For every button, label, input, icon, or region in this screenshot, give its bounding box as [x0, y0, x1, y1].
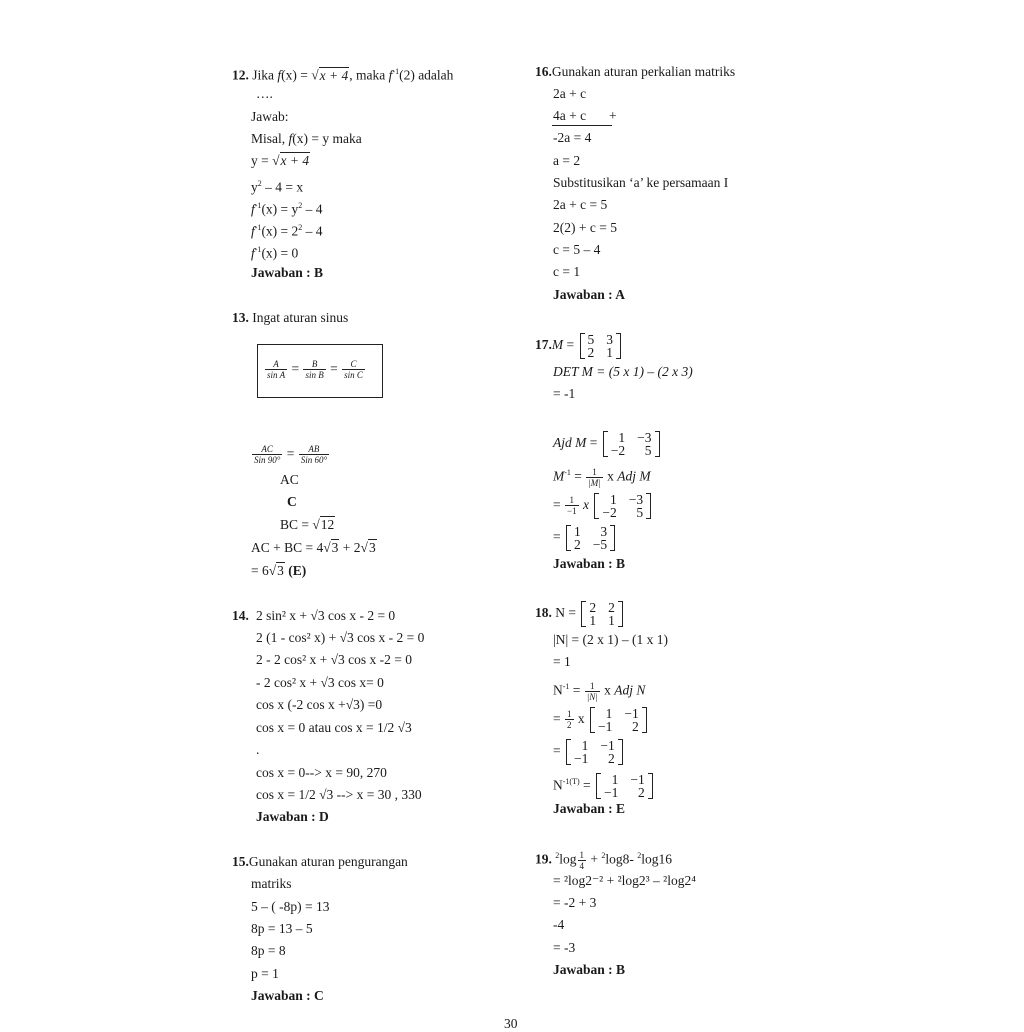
text-line: 2(2) + c = 5	[553, 220, 617, 235]
answer-label: Jawaban : B	[251, 265, 324, 280]
text-line: = ²log2⁻² + ²log2³ – ²log2⁴	[553, 873, 696, 888]
matrix-m-inverse: 1 3 2 −5	[566, 525, 615, 551]
text-line: c = 5 – 4	[553, 242, 601, 257]
matrix-n: 2 2 1 1	[581, 601, 623, 627]
text-line: a = 2	[553, 153, 581, 168]
question-number: 14.	[232, 608, 249, 623]
answer-label: Jawaban : A	[553, 287, 626, 302]
text-line: Jawab:	[251, 109, 289, 124]
text-line: Substitusikan ‘a’ ke persamaan I	[553, 175, 729, 190]
text-line: 8p = 13 – 5	[251, 921, 313, 936]
text-line: 4a + c	[553, 108, 587, 123]
question-number: 19.	[535, 851, 552, 867]
text-line: 5 – ( -8p) = 13	[251, 899, 330, 914]
plus-sign: +	[609, 108, 617, 123]
matrix-adj-n: 1 −1 −1 2	[590, 707, 647, 733]
text-line: ….	[256, 86, 273, 101]
matrix-adj-m: 1 −3 −2 5	[603, 431, 660, 457]
text-line: = -1	[553, 386, 576, 401]
text-line: p = 1	[251, 966, 279, 981]
text-line: 8p = 8	[251, 943, 286, 958]
question-number: 15.	[232, 854, 249, 869]
text-line: 2a + c	[553, 86, 587, 101]
matrix-n-inverse: 1 −1 −1 2	[566, 739, 623, 765]
text-line: cos x = 0--> x = 90, 270	[256, 765, 387, 780]
sine-rule-box: $\frac{A}{\text{sin A}}$ = $\frac{B}{\text{sin B}}$ = $\frac{C}{\text{sin C}}$	[257, 344, 383, 398]
text-line: 2 (1 - cos² x) + √3 cos x - 2 = 0	[256, 630, 425, 645]
text-line: 2 sin² x + √3 cos x - 2 = 0	[256, 608, 396, 623]
matrix-m: 5 3 2 1	[580, 333, 622, 359]
text-line: matriks	[251, 876, 292, 891]
question-number: 16.	[535, 64, 552, 79]
text-line: AC	[280, 472, 299, 487]
text-line: = 1	[553, 654, 571, 669]
ratio-equation: $\frac{AC}{\text{Sin 90°}}$ = $\frac{AB}{\text{Sin 60°}}$	[254, 444, 328, 466]
text-line: = -2 + 3	[553, 895, 597, 910]
text-line: = -3	[553, 940, 576, 955]
text-line: 2 - 2 cos² x + √3 cos x -2 = 0	[256, 652, 413, 667]
text-line: cos x = 1/2 √3 --> x = 30 , 330	[256, 787, 422, 802]
text-line: - 2 cos² x + √3 cos x= 0	[256, 675, 384, 690]
text-line: cos x (-2 cos x +√3) =0	[256, 697, 383, 712]
text-line: .	[256, 742, 260, 757]
answer-label: Jawaban : C	[251, 988, 324, 1003]
text-line: -4	[553, 917, 565, 932]
matrix-adj-m-2: 1 −3 −2 5	[594, 493, 651, 519]
question-number: 17.	[535, 337, 552, 352]
text-line: C	[287, 494, 297, 509]
text-line: |N| = (2 x 1) – (1 x 1)	[553, 632, 669, 647]
text-line: -2a = 4	[553, 130, 592, 145]
matrix-n-inverse-transpose: 1 −1 −1 2	[596, 773, 653, 799]
question-number: 18.	[535, 605, 552, 620]
question-number: 13.	[232, 310, 249, 325]
answer-label: Jawaban : E	[553, 801, 626, 816]
answer-label: Jawaban : B	[553, 556, 626, 571]
answer-label: Jawaban : B	[553, 962, 626, 977]
text-line: DET M = (5 x 1) – (2 x 3)	[553, 364, 693, 379]
answer-label: Jawaban : D	[256, 809, 329, 824]
question-number: 12.	[232, 67, 249, 83]
text-line: 2a + c = 5	[553, 197, 608, 212]
page-number: 30	[504, 1016, 518, 1031]
sum-rule	[552, 125, 612, 126]
text-line: c = 1	[553, 264, 581, 279]
text-line: cos x = 0 atau cos x = 1/2 √3	[256, 720, 412, 735]
